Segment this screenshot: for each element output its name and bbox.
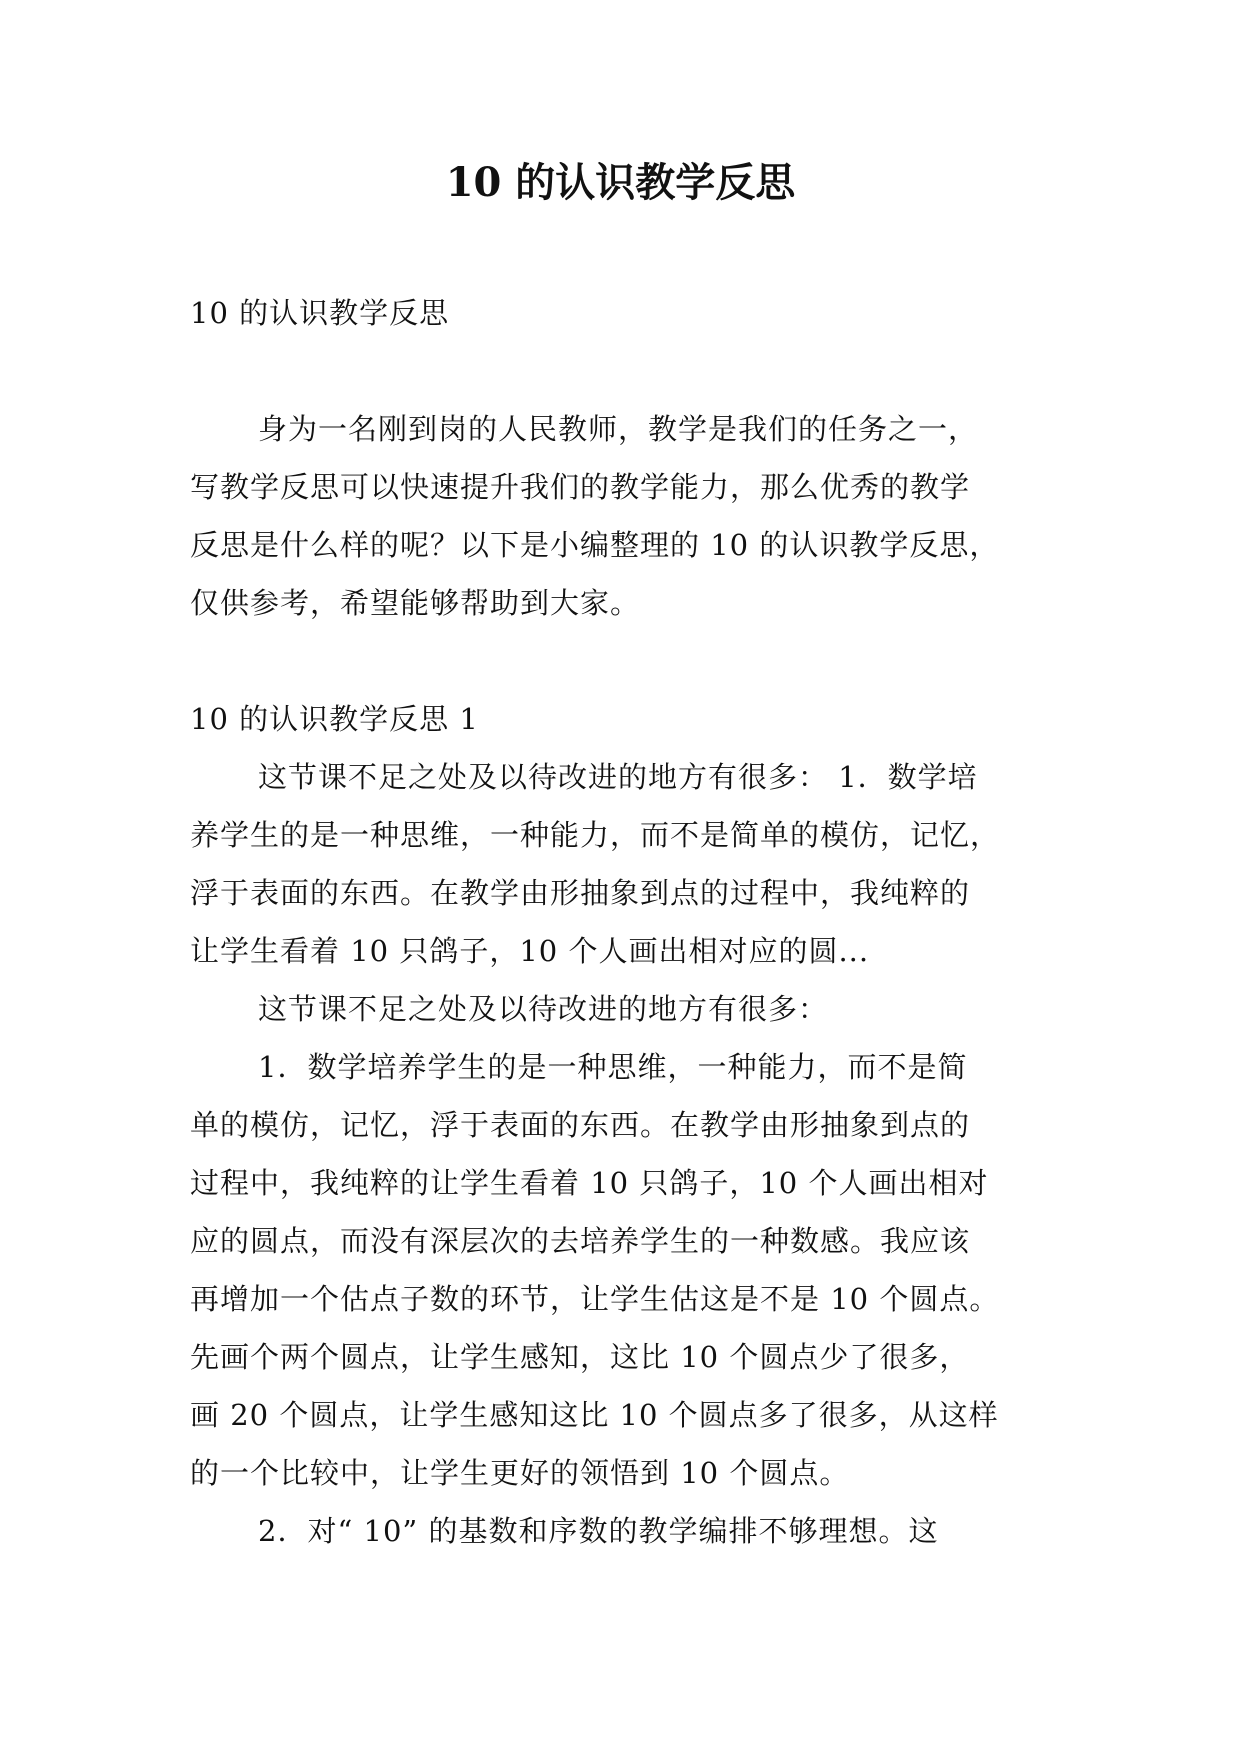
- summary-line-4: 让学生看着 10 只鸽子，10 个人画出相对应的圆...: [190, 934, 870, 968]
- body-intro: 这节课不足之处及以待改进的地方有很多：: [258, 992, 829, 1026]
- document-subtitle: 10 的认识教学反思: [190, 296, 450, 330]
- intro-line-4: 仅供参考，希望能够帮助到大家。: [190, 586, 641, 620]
- document-title: 10 的认识教学反思: [445, 159, 796, 206]
- point2-line-1: 2．对“ 10” 的基数和序数的教学编排不够理想。这: [258, 1514, 939, 1548]
- point1-line-7: 画 20 个圆点，让学生感知这比 10 个圆点多了很多，从这样: [190, 1398, 999, 1432]
- intro-line-2: 写教学反思可以快速提升我们的教学能力，那么优秀的教学: [190, 470, 971, 504]
- intro-line-3: 反思是什么样的呢？以下是小编整理的 10 的认识教学反思，: [190, 528, 1000, 562]
- summary-line-1: 这节课不足之处及以待改进的地方有很多： 1．数学培: [258, 760, 978, 794]
- intro-line-1: 身为一名刚到岗的人民教师，教学是我们的任务之一，: [258, 412, 979, 446]
- section-heading: 10 的认识教学反思 1: [190, 702, 479, 736]
- point1-line-1: 1．数学培养学生的是一种思维，一种能力，而不是简: [258, 1050, 968, 1084]
- point1-line-6: 先画个两个圆点，让学生感知，这比 10 个圆点少了很多，: [190, 1340, 970, 1374]
- point1-line-3: 过程中，我纯粹的让学生看着 10 只鸽子，10 个人画出相对: [190, 1166, 989, 1200]
- point1-line-2: 单的模仿，记忆，浮于表面的东西。在教学由形抽象到点的: [190, 1108, 971, 1142]
- point1-line-4: 应的圆点，而没有深层次的去培养学生的一种数感。我应该: [190, 1224, 971, 1258]
- point1-line-5: 再增加一个估点子数的环节，让学生估这是不是 10 个圆点。: [190, 1282, 1000, 1316]
- summary-line-3: 浮于表面的东西。在教学由形抽象到点的过程中，我纯粹的: [190, 876, 971, 910]
- point1-line-8: 的一个比较中，让学生更好的领悟到 10 个圆点。: [190, 1456, 850, 1490]
- summary-line-2: 养学生的是一种思维，一种能力，而不是简单的模仿，记忆，: [190, 818, 1001, 852]
